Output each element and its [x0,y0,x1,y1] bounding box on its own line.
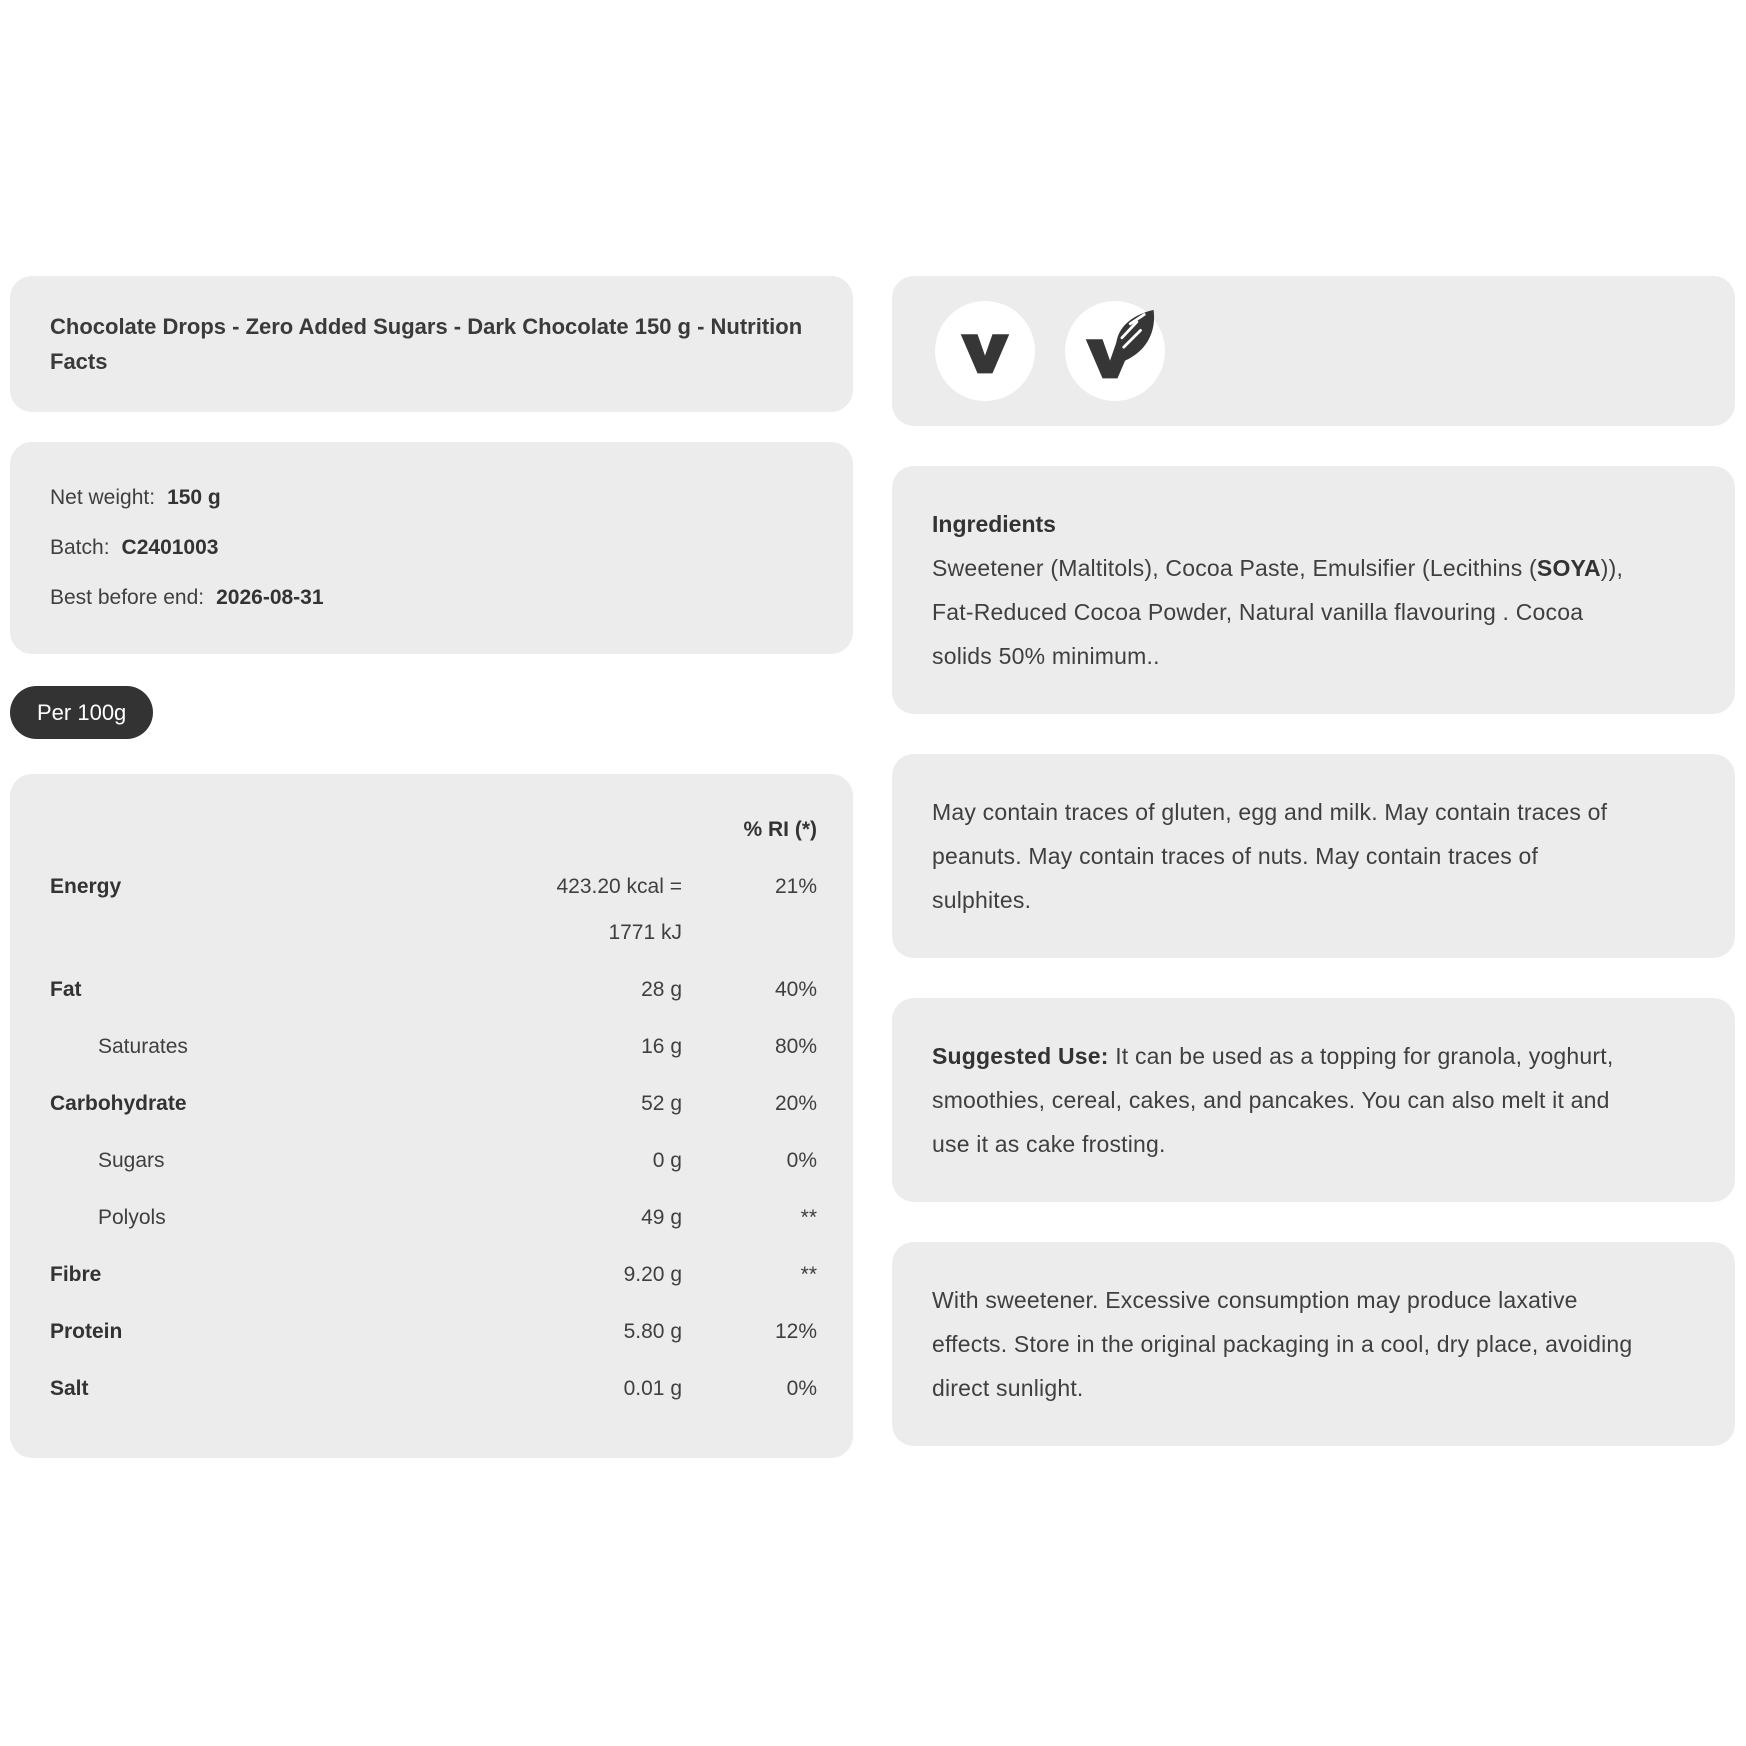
nutrition-row-protein [50,1309,817,1355]
best-before-row [50,573,813,623]
nutrient-ri: ** [800,1206,817,1229]
batch-value: C2401003 [121,536,219,559]
ri-column-header: % RI (*) [743,818,817,841]
nutrition-table-card [10,774,853,1458]
ingredients-card [892,466,1735,714]
suggested-use-card [892,998,1735,1202]
batch-row [50,523,813,573]
best-before-label: Best before end: [50,586,205,609]
vegetarian-icon [935,301,1035,401]
nutrient-ri: 80% [774,1035,817,1058]
per-100g-chip-label: Per 100g [37,699,127,725]
nutrient-label: Sugars [98,1149,165,1172]
nutrition-row-sugars [50,1138,817,1184]
nutrient-value: 49 g [641,1206,682,1229]
nutrient-ri: 0% [786,1377,817,1400]
storage-advice-card [892,1242,1735,1446]
nutrient-label: Salt [50,1377,89,1400]
nutrient-value: 0.01 g [623,1377,682,1400]
nutrient-label: Energy [50,875,122,898]
nutrient-ri: ** [800,1263,817,1286]
left-column [10,276,853,1458]
nutrient-value: 28 g [641,978,682,1001]
net-weight-label: Net weight: [50,486,156,509]
nutrition-row-fat [50,967,817,1013]
nutrient-ri: 21% [774,875,817,898]
right-column [892,276,1735,1458]
title-card [10,276,853,412]
nutrient-label: Saturates [98,1035,188,1058]
ingredients-text-pre: Sweetener (Maltitols), Cocoa Paste, Emulsifier (Lecithins ( [932,555,1537,581]
nutrient-ri: 0% [786,1149,817,1172]
nutrient-value: 0 g [652,1149,682,1172]
energy-kj: 1771 kJ [608,921,682,944]
suggested-use-text [932,1034,1637,1166]
nutrient-label: Protein [50,1320,123,1343]
suggested-use-label: Suggested Use: [932,1043,1109,1069]
v-glyph [957,323,1013,379]
nutrition-row-energy [50,864,817,956]
net-weight-value: 150 g [167,486,221,509]
nutrient-ri: 40% [774,978,817,1001]
vegan-icon [1065,301,1165,401]
nutrition-row-saturates [50,1024,817,1070]
page-title: Chocolate Drops - Zero Added Sugars - Dark Chocolate 150 g - Nutrition Facts [50,314,803,374]
ingredients-allergen: SOYA [1536,555,1601,581]
nutrient-value: 9.20 g [623,1263,682,1286]
nutrient-label: Carbohydrate [50,1092,187,1115]
nutrition-row-polyols [50,1195,817,1241]
storage-advice-text: With sweetener. Excessive consumption may produce laxative effects. Store in the original packaging in a cool, dry place, avoiding direct sunlight. [932,1287,1633,1401]
suggested-use-body: It can be used as a topping for granola, yoghurt, smoothies, cereal, cakes, and pancakes. You can also melt it and use it as cake frosting. [932,1043,1614,1157]
diet-badges-card [892,276,1735,426]
nutrient-value [487,864,682,956]
nutrient-label: Polyols [98,1206,166,1229]
nutrient-ri: 20% [774,1092,817,1115]
per-100g-chip[interactable] [10,686,153,739]
nutrient-value: 16 g [641,1035,682,1058]
leaf-glyph [1112,308,1156,362]
ingredients-text [932,546,1637,678]
nutrient-label: Fibre [50,1263,102,1286]
nutrient-value: 5.80 g [623,1320,682,1343]
net-weight-row [50,473,813,523]
nutrition-row-carbohydrate [50,1081,817,1127]
energy-kcal: 423.20 kcal = [556,875,682,898]
batch-label: Batch: [50,536,110,559]
allergen-traces-card [892,754,1735,958]
ingredients-heading: Ingredients [932,511,1056,537]
product-info-card [10,442,853,654]
nutrition-row-fibre [50,1252,817,1298]
ingredients-text-post: )), Fat-Reduced Cocoa Powder, Natural vanilla flavouring . Cocoa solids 50% minimum.. [932,555,1624,669]
nutrition-row-salt [50,1366,817,1412]
allergen-traces-text: May contain traces of gluten, egg and milk. May contain traces of peanuts. May contain traces of nuts. May contain traces of sulphites. [932,799,1608,913]
best-before-value: 2026-08-31 [216,586,324,609]
nutrient-label: Fat [50,978,82,1001]
nutrient-value: 52 g [641,1092,682,1115]
nutrient-ri: 12% [774,1320,817,1343]
